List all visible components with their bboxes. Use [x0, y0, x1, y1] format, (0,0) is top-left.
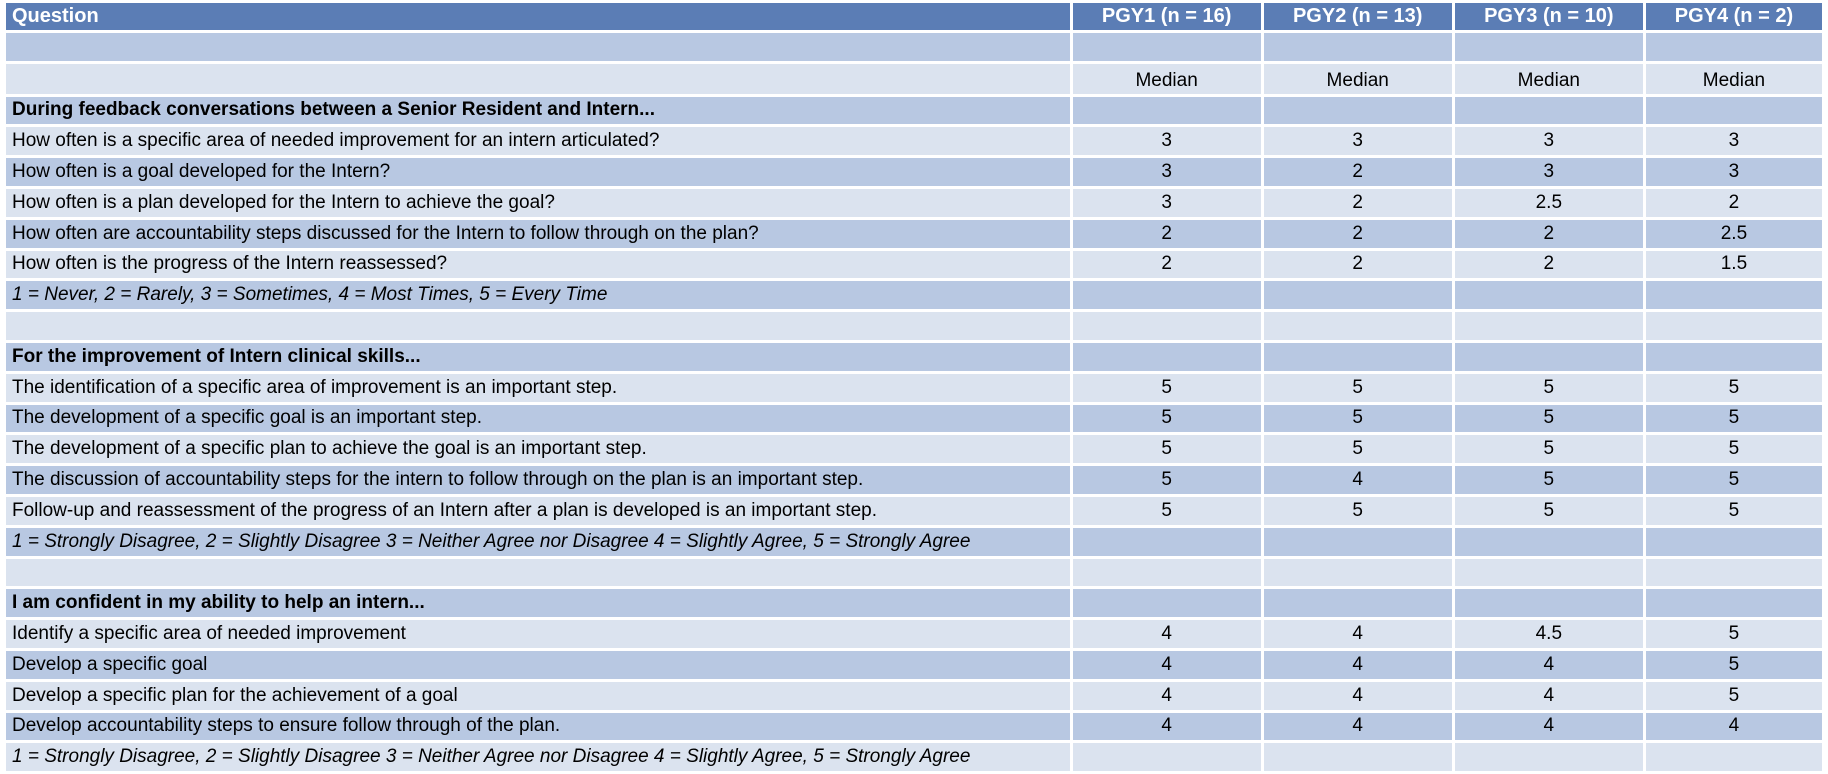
median-value-cell — [1264, 97, 1452, 125]
table-row — [6, 158, 1822, 186]
table-row — [6, 127, 1822, 155]
median-value-cell — [1646, 281, 1822, 309]
median-value-cell: 5 — [1646, 620, 1822, 648]
table-row — [6, 435, 1822, 463]
question-cell: Follow-up and reassessment of the progress of an Intern after a plan is developed is an important step. — [6, 497, 1070, 525]
median-value-cell — [1073, 281, 1261, 309]
median-value-cell: 5 — [1455, 374, 1643, 402]
median-value-cell: 3 — [1646, 127, 1822, 155]
table-row — [6, 651, 1822, 679]
median-value-cell — [1073, 343, 1261, 371]
median-value-cell — [1455, 343, 1643, 371]
median-value-cell — [1455, 559, 1643, 587]
median-value-cell: 5 — [1455, 435, 1643, 463]
median-value-cell — [1073, 312, 1261, 340]
median-value-cell: 4 — [1264, 651, 1452, 679]
median-value-cell: 5 — [1073, 435, 1261, 463]
median-value-cell: 4 — [1455, 682, 1643, 710]
median-value-cell: 3 — [1073, 189, 1261, 217]
legend-row — [6, 281, 1822, 309]
question-cell: The development of a specific goal is an important step. — [6, 405, 1070, 433]
blank-row — [6, 33, 1822, 61]
median-value-cell: 2 — [1264, 220, 1452, 248]
median-value-cell: 5 — [1264, 497, 1452, 525]
median-value-cell: 5 — [1646, 374, 1822, 402]
median-value-cell: 1.5 — [1646, 251, 1822, 279]
question-cell: How often is a specific area of needed improvement for an intern articulated? — [6, 127, 1070, 155]
median-value-cell — [1455, 97, 1643, 125]
median-value-cell: 5 — [1646, 651, 1822, 679]
median-value-cell — [1455, 33, 1643, 61]
table-row — [6, 497, 1822, 525]
median-value-cell — [1455, 312, 1643, 340]
blank-row — [6, 559, 1822, 587]
section-heading: During feedback conversations between a Senior Resident and Intern... — [6, 97, 1070, 125]
median-value-cell: 4 — [1455, 713, 1643, 741]
table-row — [6, 189, 1822, 217]
median-value-cell: 5 — [1646, 435, 1822, 463]
median-value-cell: 2 — [1646, 189, 1822, 217]
median-value-cell — [1073, 559, 1261, 587]
median-value-cell: 2 — [1264, 251, 1452, 279]
median-value-cell — [1264, 343, 1452, 371]
table-row — [6, 620, 1822, 648]
header-pgy3: PGY3 (n = 10) — [1455, 3, 1643, 30]
median-value-cell: 5 — [1073, 466, 1261, 494]
median-value-cell — [1646, 743, 1822, 771]
section-heading: I am confident in my ability to help an intern... — [6, 589, 1070, 617]
section-row — [6, 343, 1822, 371]
median-value-cell: 3 — [1073, 127, 1261, 155]
median-value-cell: 3 — [1264, 127, 1452, 155]
section-heading: For the improvement of Intern clinical skills... — [6, 343, 1070, 371]
median-value-cell — [1264, 281, 1452, 309]
median-value-cell: 4 — [1264, 682, 1452, 710]
median-value-cell: 5 — [1264, 435, 1452, 463]
median-value-cell: 4 — [1073, 620, 1261, 648]
table-row — [6, 251, 1822, 279]
median-label: Median — [1455, 64, 1643, 94]
scale-legend: 1 = Strongly Disagree, 2 = Slightly Disagree 3 = Neither Agree nor Disagree 4 = Slightly Agree, 5 = Strongly Agree — [6, 528, 1070, 556]
median-value-cell: 3 — [1455, 158, 1643, 186]
median-value-cell — [1073, 528, 1261, 556]
median-value-cell — [1646, 33, 1822, 61]
median-value-cell: 4.5 — [1455, 620, 1643, 648]
median-value-cell: 5 — [1646, 682, 1822, 710]
question-cell: How often are accountability steps discussed for the Intern to follow through on the plan? — [6, 220, 1070, 248]
median-value-cell — [1646, 343, 1822, 371]
median-value-cell: 5 — [1264, 374, 1452, 402]
median-value-cell: 2 — [1073, 220, 1261, 248]
header-pgy4: PGY4 (n = 2) — [1646, 3, 1822, 30]
median-value-cell: 2.5 — [1455, 189, 1643, 217]
median-value-cell: 3 — [1073, 158, 1261, 186]
median-value-cell: 2 — [1073, 251, 1261, 279]
median-label: Median — [1073, 64, 1261, 94]
blank-cell — [6, 64, 1070, 94]
median-value-cell — [1646, 589, 1822, 617]
median-value-cell: 5 — [1073, 497, 1261, 525]
table-row — [6, 374, 1822, 402]
question-cell: Identify a specific area of needed improvement — [6, 620, 1070, 648]
table-row — [6, 466, 1822, 494]
legend-row — [6, 743, 1822, 771]
median-value-cell — [1073, 589, 1261, 617]
header-row — [6, 3, 1822, 30]
blank-row — [6, 312, 1822, 340]
question-cell: How often is the progress of the Intern reassessed? — [6, 251, 1070, 279]
median-value-cell: 5 — [1264, 405, 1452, 433]
median-value-cell: 5 — [1455, 497, 1643, 525]
median-value-cell — [1455, 281, 1643, 309]
median-label: Median — [1264, 64, 1452, 94]
question-cell: How often is a goal developed for the Intern? — [6, 158, 1070, 186]
scale-legend: 1 = Never, 2 = Rarely, 3 = Sometimes, 4 = Most Times, 5 = Every Time — [6, 281, 1070, 309]
blank-cell — [6, 312, 1070, 340]
median-value-cell — [1073, 97, 1261, 125]
median-value-cell: 3 — [1455, 127, 1643, 155]
median-value-cell: 5 — [1073, 374, 1261, 402]
median-value-cell: 4 — [1264, 466, 1452, 494]
median-value-cell — [1073, 743, 1261, 771]
median-value-cell: 2 — [1264, 158, 1452, 186]
header-pgy1: PGY1 (n = 16) — [1073, 3, 1261, 30]
question-cell: Develop accountability steps to ensure follow through of the plan. — [6, 713, 1070, 741]
blank-cell — [6, 559, 1070, 587]
question-cell: How often is a plan developed for the Intern to achieve the goal? — [6, 189, 1070, 217]
median-value-cell: 4 — [1073, 682, 1261, 710]
table-row — [6, 682, 1822, 710]
median-value-cell: 5 — [1455, 466, 1643, 494]
median-row — [6, 64, 1822, 94]
median-value-cell: 2 — [1264, 189, 1452, 217]
median-value-cell: 5 — [1455, 405, 1643, 433]
median-value-cell: 5 — [1646, 497, 1822, 525]
section-row — [6, 97, 1822, 125]
median-value-cell — [1264, 743, 1452, 771]
section-row — [6, 589, 1822, 617]
question-cell: Develop a specific goal — [6, 651, 1070, 679]
median-value-cell: 4 — [1455, 651, 1643, 679]
header-question: Question — [6, 3, 1070, 30]
median-value-cell: 3 — [1646, 158, 1822, 186]
median-value-cell — [1073, 33, 1261, 61]
median-value-cell: 4 — [1073, 651, 1261, 679]
median-value-cell — [1455, 589, 1643, 617]
median-value-cell: 5 — [1646, 466, 1822, 494]
median-value-cell — [1264, 559, 1452, 587]
median-value-cell — [1264, 312, 1452, 340]
table-row — [6, 220, 1822, 248]
median-value-cell: 4 — [1264, 713, 1452, 741]
header-pgy2: PGY2 (n = 13) — [1264, 3, 1452, 30]
median-value-cell: 4 — [1646, 713, 1822, 741]
median-value-cell: 2 — [1455, 220, 1643, 248]
median-value-cell: 4 — [1073, 713, 1261, 741]
median-value-cell — [1264, 33, 1452, 61]
question-cell: The identification of a specific area of improvement is an important step. — [6, 374, 1070, 402]
median-value-cell — [1646, 559, 1822, 587]
table-row — [6, 405, 1822, 433]
median-value-cell — [1646, 528, 1822, 556]
median-value-cell: 5 — [1073, 405, 1261, 433]
median-label: Median — [1646, 64, 1822, 94]
table-body — [6, 33, 1822, 771]
median-value-cell — [1646, 312, 1822, 340]
question-cell: The discussion of accountability steps for the intern to follow through on the plan is an important step. — [6, 466, 1070, 494]
median-value-cell — [1264, 589, 1452, 617]
median-value-cell: 5 — [1646, 405, 1822, 433]
scale-legend: 1 = Strongly Disagree, 2 = Slightly Disagree 3 = Neither Agree nor Disagree 4 = Slightly Agree, 5 = Strongly Agree — [6, 743, 1070, 771]
legend-row — [6, 528, 1822, 556]
median-value-cell: 2.5 — [1646, 220, 1822, 248]
survey-median-table — [3, 0, 1825, 774]
blank-cell — [6, 33, 1070, 61]
median-value-cell — [1646, 97, 1822, 125]
median-value-cell: 2 — [1455, 251, 1643, 279]
question-cell: The development of a specific plan to achieve the goal is an important step. — [6, 435, 1070, 463]
question-cell: Develop a specific plan for the achievement of a goal — [6, 682, 1070, 710]
median-value-cell — [1455, 743, 1643, 771]
table-row — [6, 713, 1822, 741]
median-value-cell — [1264, 528, 1452, 556]
median-value-cell — [1455, 528, 1643, 556]
median-value-cell: 4 — [1264, 620, 1452, 648]
